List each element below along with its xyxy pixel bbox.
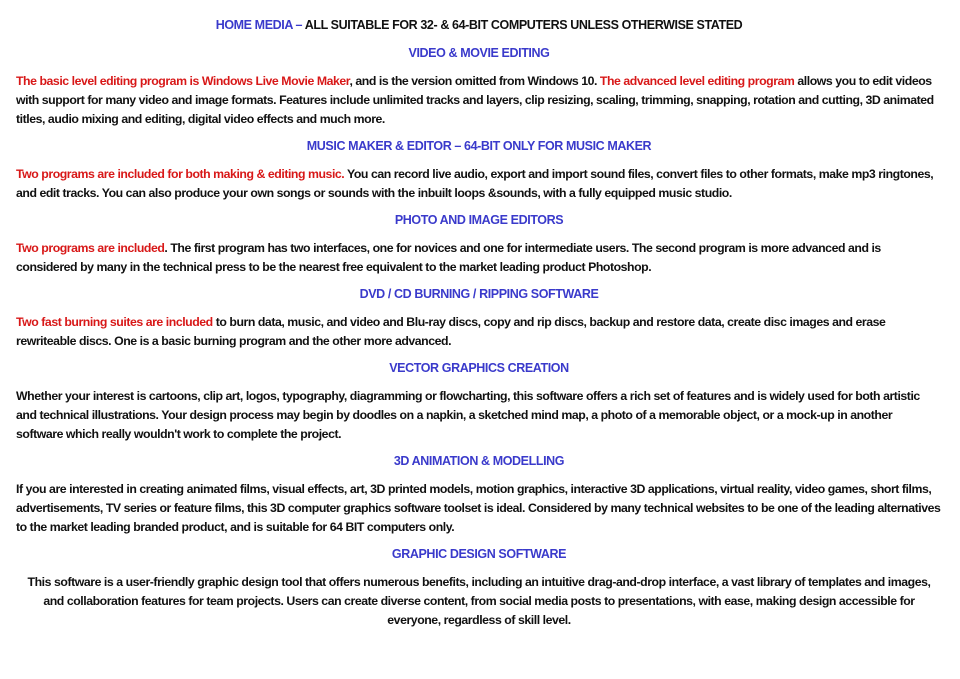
section-heading-music: MUSIC MAKER & EDITOR – 64-BIT ONLY FOR MUSIC MAKER <box>306 139 652 153</box>
title-text: ALL SUITABLE FOR 32- & 64-BIT COMPUTERS UNLESS OTHERWISE STATED <box>302 18 743 32</box>
text: If you are interested in creating animated films, visual effects, art, 3D printed models, motion graphics, interactive 3D applications, virtual reality, video games, short films, advertisements, TV series or feature films, this 3D computer graphics software toolset is ideal. Considered by many technical websites to be one of the leading alternatives to the market leading branded product, and is suitable for 64 BIT computers only. <box>16 482 941 534</box>
highlight: Two programs are included for both making & editing music. <box>16 167 345 181</box>
section-text-video <box>16 72 942 129</box>
highlight: Two fast burning suites are included <box>16 315 213 329</box>
text: , and is the version omitted from Windows 10. <box>349 74 600 88</box>
text: You can record live audio, export and import sound files, convert files to other formats, make mp3 ringtones, and edit tracks. You can also produce your own songs or sounds with the inbuilt loops &sounds, with a fully equipped music studio. <box>16 167 934 200</box>
text: to burn data, music, and video and Blu-ray discs, copy and rip discs, backup and restore data, create disc images and erase rewriteable discs. One is a basic burning program and the other more advanced. <box>16 315 886 348</box>
section-heading-3d: 3D ANIMATION & MODELLING <box>393 454 565 468</box>
highlight: The advanced level editing program <box>599 74 795 88</box>
highlight: Two programs are included <box>16 241 165 255</box>
section-text-dvd <box>16 313 942 351</box>
section-text-vector <box>16 387 942 444</box>
text: Whether your interest is cartoons, clip art, logos, typography, diagramming or flowcharting, this software offers a rich set of features and is widely used for both artistic and technical illustrations. Your design process may begin by doodles on a napkin, a sketched mind map, a photo of a memorable object, or a mock-up in another software which really wouldn't work to complete the project. <box>16 389 920 441</box>
section-text-music <box>16 165 942 203</box>
page-title <box>16 16 942 35</box>
text: This software is a user-friendly graphic design tool that offers numerous benefits, including an intuitive drag-and-drop interface, a vast library of templates and images, and collaboration features for team projects. Users can create diverse content, from social media posts to presentations, with ease, making design accessible for everyone, regardless of skill level. <box>27 575 931 627</box>
section-heading-dvd: DVD / CD BURNING / RIPPING SOFTWARE <box>359 287 599 301</box>
section-heading-video: VIDEO & MOVIE EDITING <box>408 46 550 60</box>
section-heading-photo: PHOTO AND IMAGE EDITORS <box>394 213 564 227</box>
section-heading-graphic: GRAPHIC DESIGN SOFTWARE <box>391 547 567 561</box>
text: . The first program has two interfaces, one for novices and one for intermediate users. The second program is more advanced and is considered by many in the technical press to be the nearest free equivalent to the market leading product Photoshop. <box>16 241 881 274</box>
section-text-graphic <box>16 573 942 630</box>
highlight: The basic level editing program is Windows Live Movie Maker <box>16 74 350 88</box>
section-text-3d <box>16 480 942 537</box>
section-heading-vector: VECTOR GRAPHICS CREATION <box>389 361 569 375</box>
text: allows you to edit videos with support for many video and image formats. Features include unlimited tracks and layers, clip resizing, scaling, trimming, snapping, rotation and cutting, 3D animated titles, audio mixing and editing, digital video effects and much more. <box>16 74 934 126</box>
title-prefix: HOME MEDIA – <box>215 18 303 32</box>
section-text-photo <box>16 239 942 277</box>
